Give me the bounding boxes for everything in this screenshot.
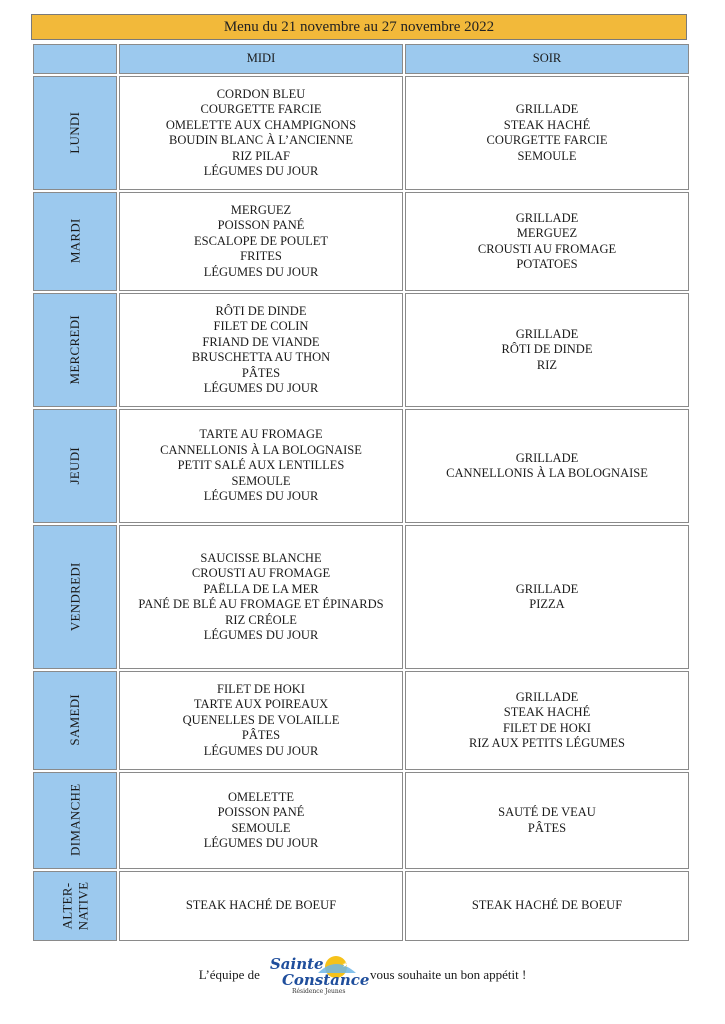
dish: FILET DE HOKI <box>217 681 305 696</box>
day-row-lundi <box>33 76 689 190</box>
dish: PIZZA <box>529 597 565 611</box>
dish: SEMOULE <box>517 148 577 163</box>
footer-text-before: L’équipe de <box>198 967 260 982</box>
day-row-mardi <box>33 192 689 291</box>
soir-cell-samedi <box>405 671 689 770</box>
dish: CANNELLONIS À LA BOLOGNAISE <box>160 442 362 457</box>
day-label-lundi: LUNDI <box>33 76 117 190</box>
dish: LÉGUMES DU JOUR <box>203 628 319 642</box>
dish: MERGUEZ <box>230 202 292 217</box>
alternative-label: ALTER- NATIVE <box>59 881 90 931</box>
dish: CROUSTI AU FROMAGE <box>191 566 331 580</box>
dish: LÉGUMES DU JOUR <box>203 489 319 504</box>
day-label-dimanche: DIMANCHE <box>33 772 117 869</box>
day-label-mardi: MARDI <box>33 192 117 291</box>
dish: GRILLADE <box>515 326 579 341</box>
day-row-vendredi <box>33 525 689 669</box>
dish: SAUCISSE BLANCHE <box>200 550 322 565</box>
footer-text-after: vous souhaite un bon appétit ! <box>369 967 527 982</box>
dish: FRITES <box>240 249 282 264</box>
dish: BRUSCHETTA AU THON <box>191 350 331 364</box>
soir-cell-mercredi <box>405 293 689 407</box>
dish: LÉGUMES DU JOUR <box>203 381 319 395</box>
dish: RÔTI DE DINDE <box>501 342 593 357</box>
midi-cell-mercredi <box>119 293 403 407</box>
dish: TARTE AU FROMAGE <box>199 427 323 442</box>
dish: CROUSTI AU FROMAGE <box>477 241 617 256</box>
menu-table <box>31 42 691 943</box>
dish: GRILLADE <box>515 450 579 465</box>
soir-cell-mardi <box>405 192 689 291</box>
midi-cell-mardi <box>119 192 403 291</box>
dish: PÂTES <box>241 728 281 743</box>
dish: GRILLADE <box>515 581 579 596</box>
dish: GRILLADE <box>515 210 579 225</box>
day-label-samedi: SAMEDI <box>33 671 117 770</box>
dish: RÔTI DE DINDE <box>215 303 307 318</box>
dish: BOUDIN BLANC À L’ANCIENNE <box>169 133 353 147</box>
logo-line3: Résidence Jeunes <box>291 988 346 995</box>
dish: CANNELLONIS À LA BOLOGNAISE <box>446 466 648 480</box>
dish: RIZ PILAF <box>232 148 290 163</box>
dish: PANÉ DE BLÉ AU FROMAGE ET ÉPINARDS <box>138 597 384 611</box>
dish: GRILLADE <box>515 102 579 116</box>
dish: RIZ AUX PETITS LÉGUMES <box>469 736 625 750</box>
dish: STEAK HACHÉ DE BOEUF <box>185 898 337 913</box>
footer <box>0 950 725 1000</box>
dish: PÂTES <box>527 820 567 835</box>
dish: GRILLADE <box>515 689 579 704</box>
day-label-mercredi: MERCREDI <box>33 293 117 407</box>
midi-cell-alternative <box>119 871 403 941</box>
day-label-vendredi: VENDREDI <box>33 525 117 669</box>
dish: LÉGUMES DU JOUR <box>203 264 319 279</box>
svg-text:★: ★ <box>341 961 349 969</box>
dish: OMELETTE <box>228 789 294 804</box>
soir-cell-lundi <box>405 76 689 190</box>
midi-cell-dimanche <box>119 772 403 869</box>
dish: MERGUEZ <box>516 226 578 240</box>
dish: PÂTES <box>241 365 281 380</box>
day-row-jeudi <box>33 409 689 523</box>
logo-line1: Sainte <box>269 955 324 973</box>
logo-line2: Constance <box>281 971 370 989</box>
dish: STEAK HACHÉ DE BOEUF <box>471 898 623 913</box>
midi-cell-jeudi <box>119 409 403 523</box>
day-row-samedi <box>33 671 689 770</box>
day-label-alternative <box>33 871 117 941</box>
dish: FRIAND DE VIANDE <box>202 334 320 349</box>
svg-text:★: ★ <box>348 961 354 966</box>
dish: STEAK HACHÉ <box>503 705 591 719</box>
dish: LÉGUMES DU JOUR <box>203 743 319 758</box>
dish: LÉGUMES DU JOUR <box>203 836 319 850</box>
dish: SAUTÉ DE VEAU <box>498 805 596 819</box>
column-header-soir: SOIR <box>405 44 689 74</box>
dish: SEMOULE <box>231 820 291 835</box>
dish: COURGETTE FARCIE <box>200 102 322 116</box>
dish: SEMOULE <box>231 473 291 488</box>
soir-cell-vendredi <box>405 525 689 669</box>
dish: FILET DE COLIN <box>213 319 309 333</box>
dish: RIZ CRÉOLE <box>225 612 297 627</box>
dish: POTATOES <box>516 257 578 271</box>
soir-cell-jeudi <box>405 409 689 523</box>
dish: CORDON BLEU <box>216 86 306 101</box>
day-row-dimanche <box>33 772 689 869</box>
dish: COURGETTE FARCIE <box>486 133 608 147</box>
dish: PETIT SALÉ AUX LENTILLES <box>177 458 345 473</box>
soir-cell-dimanche <box>405 772 689 869</box>
corner-cell <box>33 44 117 74</box>
dish: POISSON PANÉ <box>217 805 305 819</box>
header-row <box>33 44 689 74</box>
day-label-jeudi: JEUDI <box>33 409 117 523</box>
midi-cell-vendredi <box>119 525 403 669</box>
alternative-row <box>33 871 689 941</box>
midi-cell-samedi <box>119 671 403 770</box>
midi-cell-lundi <box>119 76 403 190</box>
dish: FILET DE HOKI <box>503 720 591 735</box>
dish: TARTE AUX POIREAUX <box>193 697 329 712</box>
dish: LÉGUMES DU JOUR <box>203 164 319 178</box>
day-row-mercredi <box>33 293 689 407</box>
menu-title: Menu du 21 novembre au 27 novembre 2022 <box>31 14 687 40</box>
dish: ESCALOPE DE POULET <box>193 233 329 248</box>
column-header-midi: MIDI <box>119 44 403 74</box>
dish: RIZ <box>536 357 558 372</box>
dish: POISSON PANÉ <box>217 218 305 233</box>
sainte-constance-logo <box>266 953 370 997</box>
dish: PAËLLA DE LA MER <box>203 581 319 596</box>
dish: OMELETTE AUX CHAMPIGNONS <box>165 117 357 132</box>
soir-cell-alternative <box>405 871 689 941</box>
dish: QUENELLES DE VOLAILLE <box>182 712 340 727</box>
dish: STEAK HACHÉ <box>503 117 591 132</box>
